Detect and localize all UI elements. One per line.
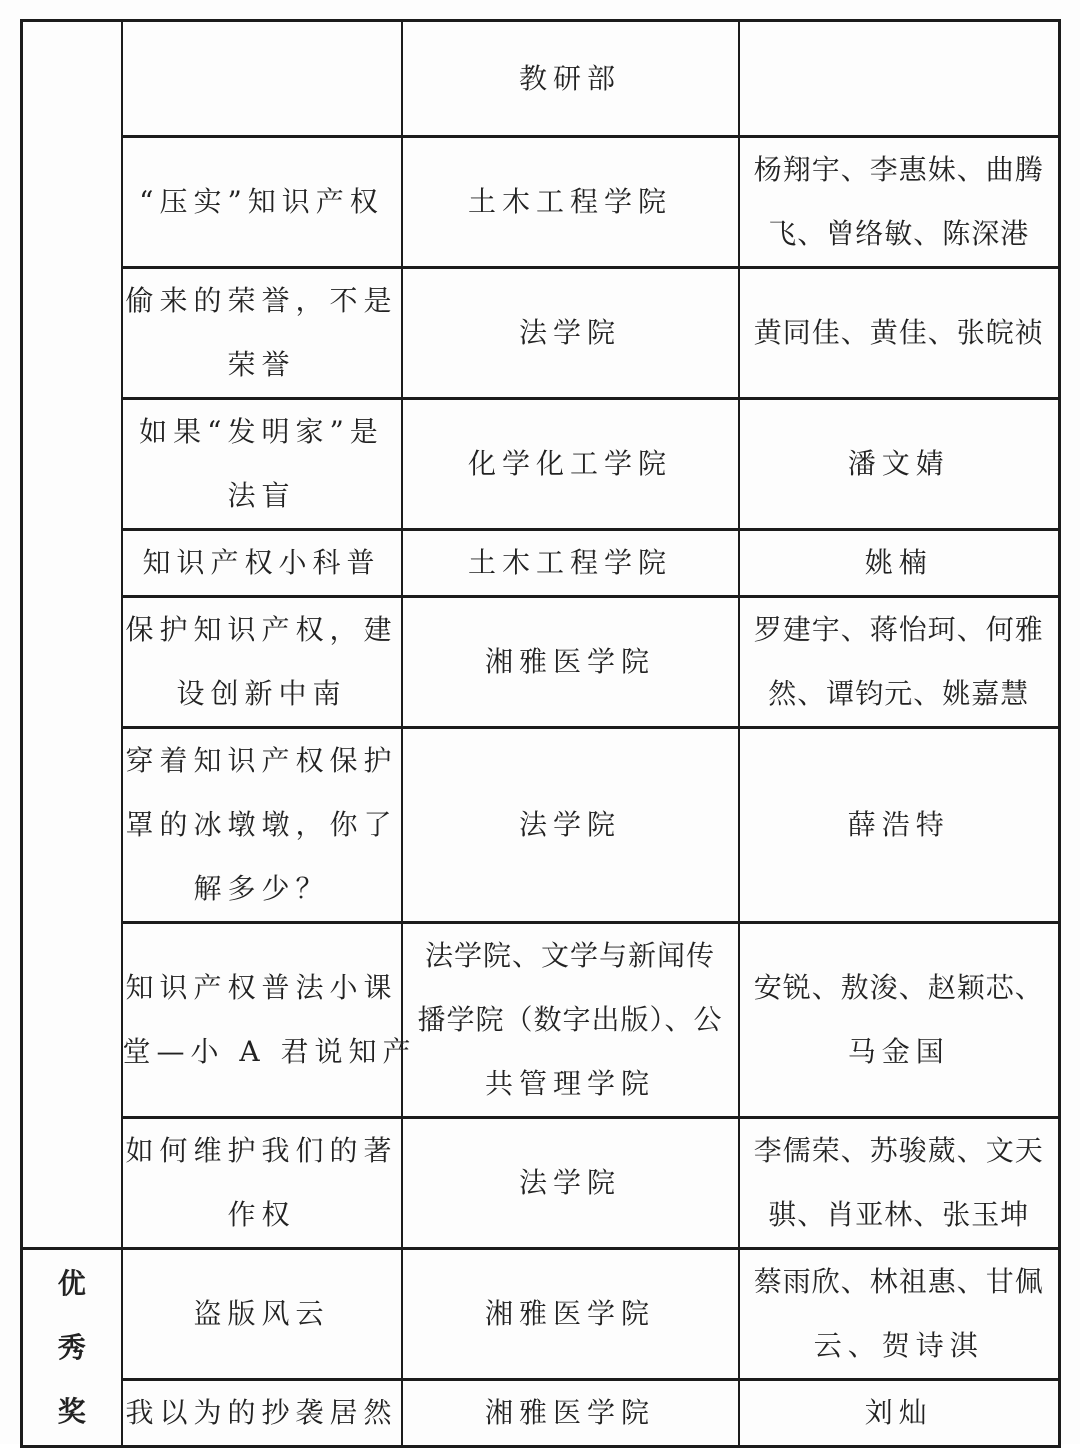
cell-text-line: 姚楠 bbox=[864, 546, 933, 579]
cell-text-line: 然、谭钧元、姚嘉慧 bbox=[768, 677, 1030, 710]
members-cell bbox=[739, 923, 1060, 1118]
work-title-cell bbox=[122, 399, 402, 530]
cell-text-line: 如何维护我们的著 bbox=[125, 1134, 398, 1167]
members-cell bbox=[739, 530, 1060, 597]
college-cell bbox=[402, 268, 739, 399]
cell-text-line: 薛浩特 bbox=[847, 808, 950, 841]
table-row bbox=[22, 923, 1060, 1118]
cell-text-line: 盗版风云 bbox=[193, 1297, 330, 1330]
cell-text-line: 湘雅医学院 bbox=[484, 1297, 655, 1330]
table-row bbox=[22, 21, 1060, 137]
work-title-cell bbox=[122, 728, 402, 923]
work-title-cell bbox=[122, 597, 402, 728]
cell-text-line: 堂—小 A 君说知产 bbox=[122, 1035, 417, 1068]
table-row bbox=[22, 1380, 1060, 1447]
cell-text-line: 法学院 bbox=[518, 808, 621, 841]
cell-text-line: 马金国 bbox=[847, 1035, 950, 1068]
cell-text-line: 土木工程学院 bbox=[467, 185, 672, 218]
members-cell bbox=[739, 268, 1060, 399]
work-title-cell bbox=[122, 1380, 402, 1447]
award-label-char: 优 bbox=[57, 1266, 86, 1300]
work-title-cell bbox=[122, 1118, 402, 1249]
cell-text-line: 法学院 bbox=[518, 316, 621, 349]
cell-text-line: 安锐、敖浚、赵颖芯、 bbox=[753, 971, 1044, 1004]
cell-text-line: 杨翔宇、李惠妹、曲腾 bbox=[753, 153, 1044, 186]
members-cell bbox=[739, 728, 1060, 923]
work-title-cell bbox=[122, 923, 417, 1118]
cell-text-line: 法学院 bbox=[518, 1166, 621, 1199]
cell-text-line: 蔡雨欣、林祖惠、甘佩 bbox=[753, 1265, 1044, 1298]
table-row bbox=[22, 268, 1060, 399]
cell-text-line: 法盲 bbox=[227, 479, 296, 512]
table-row bbox=[22, 399, 1060, 530]
work-title-cell bbox=[122, 137, 402, 268]
cell-text-line: 穿着知识产权保护 bbox=[125, 744, 398, 777]
members-cell bbox=[739, 137, 1060, 268]
table-row bbox=[22, 1249, 1060, 1380]
cell-text-line: 知识产权普法小课 bbox=[125, 971, 398, 1004]
cell-text-line: 保护知识产权，建 bbox=[125, 613, 398, 646]
cell-text-line: 罗建宇、蒋怡珂、何雅 bbox=[753, 613, 1044, 646]
work-title-cell bbox=[122, 268, 402, 399]
cell-text-line: 罩的冰墩墩，你了 bbox=[125, 808, 398, 841]
awards-table-body bbox=[22, 21, 1060, 1447]
table-row bbox=[22, 530, 1060, 597]
members-cell bbox=[739, 1249, 1060, 1380]
members-cell bbox=[739, 21, 1060, 137]
awards-table bbox=[20, 19, 1061, 1448]
members-cell bbox=[739, 1380, 1060, 1447]
cell-text-line: 偷来的荣誉，不是 bbox=[125, 284, 398, 317]
cell-text-line: 骐、肖亚林、张玉坤 bbox=[768, 1198, 1030, 1231]
cell-text-line: 云、贺诗淇 bbox=[813, 1329, 984, 1362]
college-cell bbox=[402, 1249, 739, 1380]
cell-text-line: 湘雅医学院 bbox=[484, 1396, 655, 1429]
college-cell bbox=[402, 21, 739, 137]
cell-text-line: 李儒荣、苏骏葳、文天 bbox=[753, 1134, 1044, 1167]
table-row bbox=[22, 728, 1060, 923]
cell-text-line: 作权 bbox=[227, 1198, 296, 1231]
work-title-cell bbox=[122, 530, 402, 597]
college-cell bbox=[402, 597, 739, 728]
work-title-cell bbox=[122, 1249, 402, 1380]
cell-text-line: 化学化工学院 bbox=[467, 447, 672, 480]
award-label-char: 秀 bbox=[57, 1330, 86, 1364]
cell-text-line: 我以为的抄袭居然 bbox=[125, 1396, 398, 1429]
cell-text-line: 如果“发明家”是 bbox=[139, 415, 384, 448]
college-cell bbox=[402, 728, 739, 923]
cell-text-line: “压实”知识产权 bbox=[139, 185, 384, 218]
college-cell bbox=[402, 1380, 739, 1447]
cell-text-line: 法学院、文学与新闻传 bbox=[424, 939, 715, 972]
cell-text-line: 土木工程学院 bbox=[467, 546, 672, 579]
cell-text-line: 潘文婧 bbox=[847, 447, 950, 480]
members-cell bbox=[739, 597, 1060, 728]
cell-text-line: 共管理学院 bbox=[484, 1067, 655, 1100]
members-cell bbox=[739, 399, 1060, 530]
work-title-cell bbox=[122, 21, 402, 137]
college-cell bbox=[402, 137, 739, 268]
table-row bbox=[22, 1118, 1060, 1249]
college-cell bbox=[402, 399, 739, 530]
cell-text-line: 刘灿 bbox=[864, 1396, 933, 1429]
table-row bbox=[22, 597, 1060, 728]
cell-text-line: 设创新中南 bbox=[176, 677, 347, 710]
cell-text-line: 湘雅医学院 bbox=[484, 645, 655, 678]
award-label-char: 奖 bbox=[57, 1394, 86, 1428]
college-cell bbox=[402, 1118, 739, 1249]
college-cell bbox=[402, 530, 739, 597]
cell-text-line: 黄同佳、黄佳、张皖祯 bbox=[753, 316, 1044, 349]
cell-text-line: 解多少？ bbox=[193, 872, 330, 905]
cell-text-line: 播学院（数字出版）、公 bbox=[417, 1003, 723, 1036]
award-label-cell bbox=[22, 1249, 122, 1447]
cell-text-line: 知识产权小科普 bbox=[142, 546, 381, 579]
college-cell bbox=[402, 923, 739, 1118]
cell-text-line: 教研部 bbox=[518, 61, 621, 95]
cell-text-line: 飞、曾络敏、陈深港 bbox=[768, 217, 1030, 250]
members-cell bbox=[739, 1118, 1060, 1249]
award-label-cell-empty bbox=[22, 21, 122, 1249]
table-row bbox=[22, 137, 1060, 268]
cell-text-line: 荣誉 bbox=[227, 348, 296, 381]
